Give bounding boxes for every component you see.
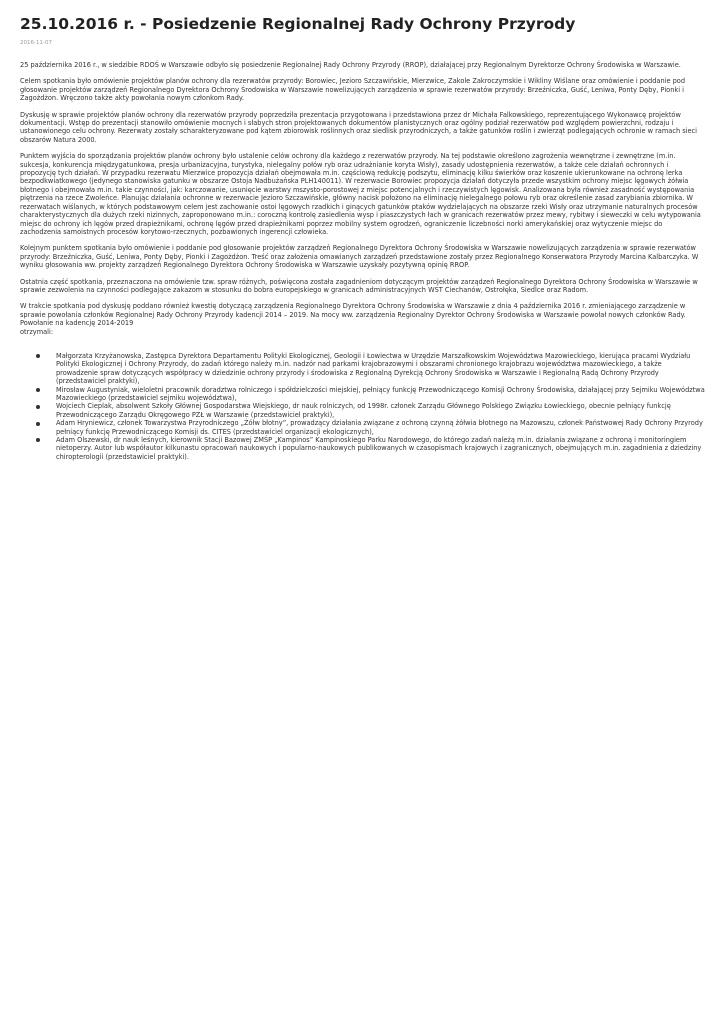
list-item: Wojciech Cieplak, absolwent Szkoły Głównej Gospodarstwa Wiejskiego, dr nauk rolniczych, od 1998r. członek Zarządu Głównego Polskiego Związku Łowieckiego, obecnie pełniący funkcję Przewodniczącego Zarządu Okręgowego PZŁ w Warszawie (przedstawiciel praktyki), [56,402,705,419]
paragraph-other-matters: Ostatnia część spotkania, przeznaczona na omówienie tzw. spraw różnych, poświęcona została zagadnieniom dotyczącym projektów zarządzeń Regionalnego Dyrektora Ochrony Środowiska w Warszawie w sprawie zezwolenia na czynności podlegające zakazom w stosunku do bobra europejskiego w granicach administracyjnych WST Ciechanów, Ostrołęka, Siedlce oraz Radom. [20,277,698,294]
paragraph-intro: 25 października 2016 r., w siedzibie RDOŚ w Warszawie odbyło się posiedzenie Regionalnej Rady Ochrony Przyrody (RROP), działającej przy Regionalnym Dyrektorze Ochrony Środowiska w Warszawie. [20,61,681,69]
paragraph-new-members [20,302,705,336]
paragraph-ordinances: Kolejnym punktem spotkania było omówienie i poddanie pod głosowanie projektów zarządzeń Regionalnego Dyrektora Ochrony Środowiska w Warszawie nowelizujących zarządzenia w sprawie rezerwatów przyrody: Brzeźniczka, Guść, Leniwa, Ponty Dęby, Pionki i Zagożdżon. Treść oraz założenia omawianych zarządzeń przedstawione zostały przez Regionalnego Konserwatora Przyrody Marcina Kalbarczyka. W wyniku głosowania ww. projekty zarządzeń Regionalnego Dyrektora Ochrony Środowiska w Warszawie uzyskały pozytywną opinię RROP. [20,244,699,270]
paragraph-purpose: Celem spotkania było omówienie projektów planów ochrony dla rezerwatów przyrody: Borowiec, Jezioro Szczawińskie, Mierzwice, Zakole Zakroczymskie i Wikliny Wiślane oraz omówienie i poddanie pod głosowanie projektów zarządzeń Regionalnego Dyrektora Ochrony Środowiska w Warszawie nowelizujących zarządzenia w sprawie rezerwatów przyrody: Brzeźniczka, Guść, Leniwa, Ponty Dęby, Pionki i Zagożdżon. Wręczono także akty powołania nowym członkom Rady. [20,77,686,103]
list-item: Adam Hryniewicz, członek Towarzystwa Przyrodniczego „Żółw błotny”, prowadzący działania związane z ochroną czynną żółwia błotnego na Mazowszu, członek Państwowej Rady Ochrony Przyrody pełniący funkcję Przewodniczącego Komisji ds. CITES (przedstawiciel organizacji ekologicznych), [56,419,705,436]
paragraph-new-members-text: W trakcie spotkania pod dyskusję poddano również kwestię dotyczącą zarządzenia Regionalnego Dyrektora Ochrony Środowiska w Warszawie z dnia 4 października 2016 r. zmieniającego zarządzenie w sprawie powołania członków Regionalnej Rady Ochrony Przyrody kadencji 2014 – 2019. Na mocy ww. zarządzenia Regionalny Dyrektor Ochrony Środowiska w Warszawie powołał nowych członków Rady. Powołanie na kadencję 2014-2019 [20,302,686,328]
article [0,0,725,461]
members-list [20,352,705,461]
list-item: Adam Olszewski, dr nauk leśnych, kierownik Stacji Bazowej ZMŚP „Kampinos” Kampinoskiego Parku Narodowego, do którego zadań należą m.in. działania związane z ochroną i monitoringiem nietoperzy. Autor lub współautor kilkunastu opracowań naukowych i popularno-naukowych publikowanych w czasopismach krajowych i zagranicznych, obejmujących m.in. zagadnienia z dziedziny chiropterologii (przedstawiciel praktyki). [56,436,705,461]
paragraph-protection-goals: Punktem wyjścia do sporządzania projektów planów ochrony było ustalenie celów ochrony dla każdego z rezerwatów przyrody. Na tej podstawie określono zagrożenia wewnętrzne i zewnętrzne (m.in. sukcesja, konkurencja międzygatunkowa, presja urbanizacyjna, turystyka, nielegalny połów ryb oraz udrażnianie koryta Wisły), zasady udostępnienia rezerwatów, a także cele działań ochronnych i propozycję tych działań. W przypadku rezerwatu Mierzwice propozycja działań obejmowała m.in. częściową redukcję podszytu, eliminację kilku świerków oraz koszenie ukierunkowane na ochronę lerka bezpodkwiatkowego (jedynego stanowiska gatunku w obszarze Ostoja Nadbużańska PLH140011). W rezerwacie Borowiec propozycja działań dotyczyła przede wszystkim ochrony miejsc lęgowych żółwia błotnego i obejmowała m.in. takie czynności, jak: karczowanie, usunięcie warstwy mszysto-porostowej z miejsc potencjalnych i rzeczywistych lęgowisk. Analizowana była również zasadność występowania piętrzenia na rzece Zwoleńce. Planując działania ochronne w rezerwacie Jezioro Szczawińskie, główny nacisk położono na eliminację nielegalnego połowu ryb oraz określenie zasad zarybiania zbiornika. W rezerwatach wiślanych, w których podstawowym celem jest zachowanie ostoi lęgowych rzadkich i ginących gatunków ptaków wydzielających na obszarze rzeki Wisły oraz utrzymanie naturalnych procesów charakterystycznych dla dużych rzeki nizinnych, zaproponowano m.in.: coroczną kontrolę zasiedlenia wysp i piaszczystych łach w granicach rezerwatów przez mewy, rybitwy i sieweczki w celu wytypowania miejsc do ochrony ich lęgów przed drapieżnikami, ochronę lęgów przed drapieżnikami poprzez mobilny system ogrodzeń, ograniczenie liczebności norki amerykańskiej oraz wytyczenie miejsc do zachodzenia samoistnych procesów korytowo-rzecznych, pozbawionych ingerencji człowieka. [20,152,701,236]
list-item: Małgorzata Krzyżanowska, Zastępca Dyrektora Departamentu Polityki Ekologicznej, Geologii i Łowiectwa w Urzędzie Marszałkowskim Województwa Mazowieckiego, kierująca pracami Wydziału Polityki Ekologicznej i Ochrony Przyrody, do zadań którego należy m.in. nadzór nad parkami krajobrazowymi i obszarami chronionego krajobrazu województwa mazowieckiego, a także prowadzenie spraw dotyczących współpracy w dziedzinie ochrony przyrody i środowiska z Regionalną Dyrekcją Ochrony Środowiska w Warszawie i Regionalną Radą Ochrony Przyrody (przedstawiciel praktyki), [56,352,705,386]
publish-date: 2016-11-07 [20,40,52,46]
list-item: Mirosław Augustyniak, wieloletni pracownik doradztwa rolniczego i spółdzielczości miejskiej, pełniący funkcję Przewodniczącego Komisji Ochrony Środowiska, działającej przy Sejmiku Województwa Mazowieckiego (przedstawiciel sejmiku województwa), [56,385,705,402]
paragraph-presentation: Dyskusję w sprawie projektów planów ochrony dla rezerwatów przyrody poprzedziła prezentacja przygotowana i przedstawiona przez dr Michała Falkowskiego, reprezentującego Wykonawcę projektów dokumentacji. Wstęp do prezentacji stanowiło omówienie mocnych i słabych stron projektowanych dokumentów planistycznych oraz ogólny podział rezerwatów pod względem powierzchni, rodzaju i ustanowionego celu ochrony. Rezerwaty zostały scharakteryzowane pod kątem zbiorowisk roślinnych oraz siedlisk przyrodniczych, a także gatunków roślin i zwierząt podlegających ochronie w ramach sieci obszarów Natura 2000. [20,110,697,144]
paragraph-new-members-tail: otrzymali: [20,327,54,336]
page-title: 25.10.2016 r. - Posiedzenie Regionalnej Rady Ochrony Przyrody [20,15,576,33]
